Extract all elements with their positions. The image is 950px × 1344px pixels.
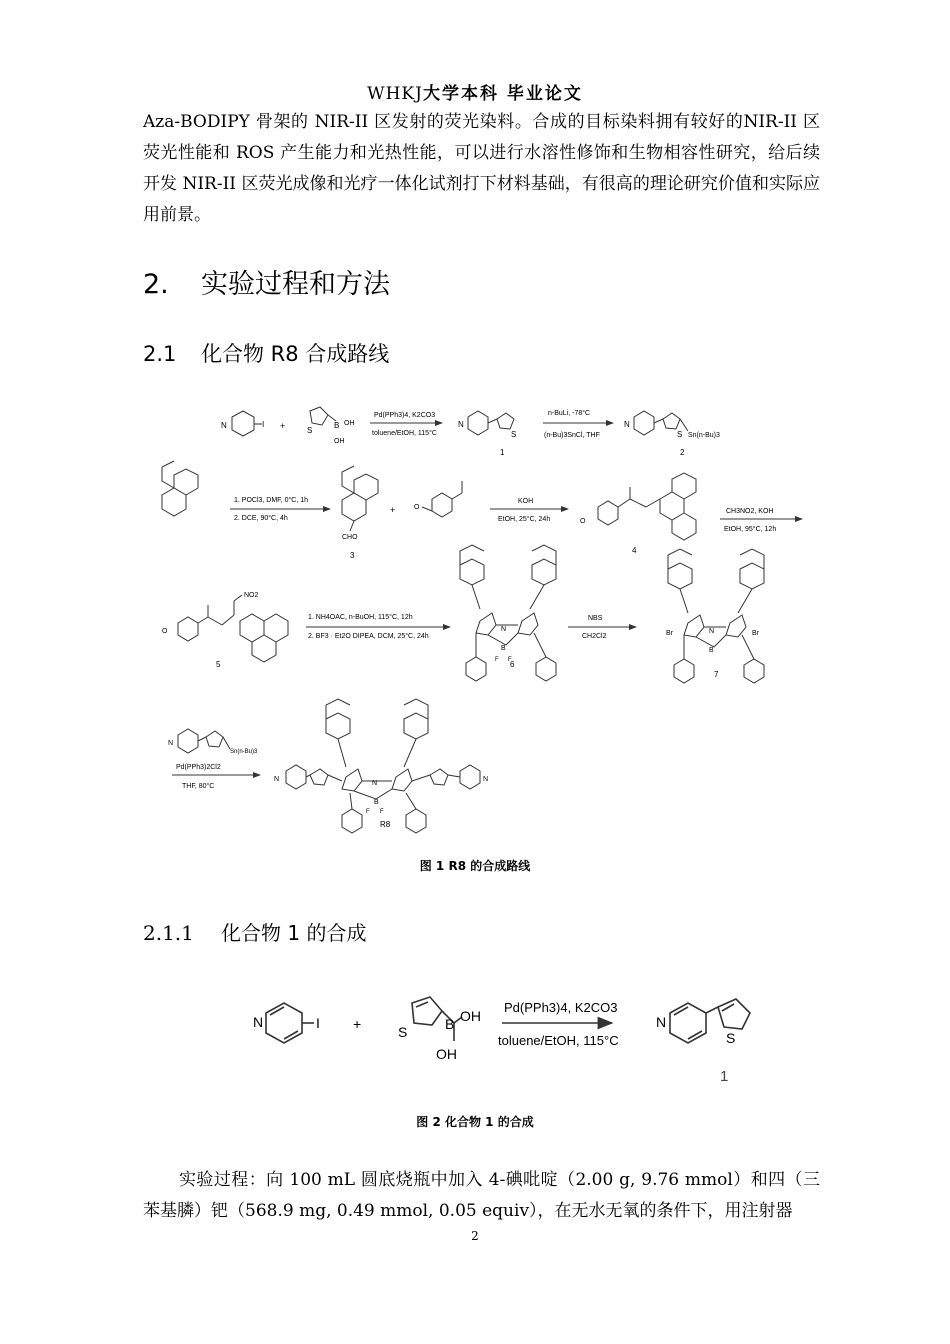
svg-text:EtOH, 25°C, 24h: EtOH, 25°C, 24h (498, 516, 551, 523)
svg-text:2. BF3 · Et2O DIPEA, DCM, 25°C: 2. BF3 · Et2O DIPEA, DCM, 25°C, 24h (308, 633, 429, 640)
svg-text:KOH: KOH (518, 498, 534, 505)
svg-text:N: N (501, 626, 507, 633)
svg-text:N: N (483, 776, 489, 783)
svg-text:4: 4 (632, 546, 637, 555)
page-header (0, 79, 950, 104)
section-2-1-number: 2.1 (143, 342, 177, 366)
svg-text:OH: OH (344, 420, 355, 427)
compound-4-structure (580, 473, 696, 555)
svg-text:Sn(n-Bu)3: Sn(n-Bu)3 (688, 432, 720, 439)
svg-text:OH: OH (460, 1008, 481, 1024)
svg-text:+: + (280, 421, 286, 431)
compound-1-structure-large (656, 999, 750, 1085)
svg-text:EtOH, 95°C, 12h: EtOH, 95°C, 12h (724, 526, 777, 533)
compound-3-structure (342, 466, 378, 560)
svg-text:B: B (334, 421, 340, 430)
compound-2-structure (624, 411, 720, 457)
svg-text:B: B (445, 1016, 455, 1032)
svg-text:n-BuLi, -78°C: n-BuLi, -78°C (548, 410, 591, 417)
figure-1-caption: 图 1 R8 的合成路线 (419, 859, 531, 873)
figure-1-scheme (150, 395, 810, 850)
section-2-heading (143, 262, 390, 301)
svg-text:Pd(PPh3)4, K2CO3: Pd(PPh3)4, K2CO3 (504, 1000, 618, 1015)
4-methoxyacetophenone-structure (414, 481, 462, 517)
section-2-1-title: 化合物 R8 合成路线 (201, 342, 390, 366)
section-2-1-1-heading (143, 917, 366, 946)
svg-text:S: S (307, 426, 313, 435)
page-number: 2 (471, 1229, 479, 1243)
svg-text:N: N (656, 1014, 667, 1030)
svg-text:I: I (316, 1015, 320, 1031)
svg-text:N: N (221, 421, 227, 430)
svg-text:N: N (372, 780, 378, 787)
svg-text:CH2Cl2: CH2Cl2 (582, 633, 607, 640)
svg-text:3: 3 (350, 551, 355, 560)
svg-text:2. DCE, 90°C, 4h: 2. DCE, 90°C, 4h (234, 515, 288, 522)
svg-text:OH: OH (334, 438, 345, 445)
thiophene-boronic-acid-structure-large (398, 997, 481, 1062)
svg-text:S: S (726, 1030, 736, 1046)
svg-text:S: S (398, 1024, 408, 1040)
svg-text:O: O (162, 628, 168, 635)
svg-text:THF, 80°C: THF, 80°C (182, 783, 215, 790)
section-2-title: 实验过程和方法 (201, 269, 390, 300)
svg-text:OH: OH (436, 1046, 457, 1062)
svg-text:toluene/EtOH, 115°C: toluene/EtOH, 115°C (372, 430, 437, 437)
svg-text:1. NH4OAC, n-BuOH, 115°C, 12h: 1. NH4OAC, n-BuOH, 115°C, 12h (308, 614, 413, 621)
thiophene-boronic-acid-structure (307, 407, 355, 445)
svg-text:O: O (580, 518, 586, 525)
section-2-number: 2. (143, 269, 169, 300)
svg-text:2: 2 (680, 448, 685, 457)
section-2-1-heading (143, 338, 389, 368)
svg-text:Br: Br (752, 630, 759, 637)
header-prefix: WHKJ (367, 84, 423, 104)
svg-text:R8: R8 (380, 820, 391, 829)
svg-text:N: N (274, 776, 280, 783)
section-2-1-1-title: 化合物 1 的合成 (221, 921, 367, 945)
section-2-1-1-number: 2.1.1 (143, 921, 194, 945)
experiment-paragraph (143, 1165, 820, 1227)
svg-text:5: 5 (216, 660, 221, 669)
svg-text:CHO: CHO (342, 534, 358, 541)
svg-text:B: B (501, 645, 506, 652)
svg-text:+: + (353, 1016, 362, 1032)
svg-text:(n-Bu)3SnCl, THF: (n-Bu)3SnCl, THF (544, 432, 600, 439)
svg-text:F: F (366, 809, 370, 815)
header-title: 大学本科 毕业论文 (422, 84, 583, 104)
svg-text:S: S (511, 430, 517, 439)
figure-2-scheme (240, 985, 780, 1090)
svg-text:Sn(n-Bu)3: Sn(n-Bu)3 (230, 749, 258, 755)
svg-text:Pd(PPh3)4, K2CO3: Pd(PPh3)4, K2CO3 (374, 412, 436, 419)
intro-text: Aza-BODIPY 骨架的 NIR-II 区发射的荧光染料。合成的目标染料拥有较好的NIR-II 区荧光性能和 ROS 产生能力和光热性能，可以进行水溶性修饰和生物相容性研究，给后续开发 NIR-II 区荧光成像和光疗一体化试剂打下材料基础，有很高的理论研究价值和实际应用前景。 (143, 112, 820, 225)
svg-text:CH3NO2, KOH: CH3NO2, KOH (726, 508, 774, 515)
svg-text:F: F (380, 809, 384, 815)
svg-text:N: N (624, 420, 630, 429)
svg-text:B: B (709, 647, 714, 654)
compound-7-structure (666, 549, 764, 683)
4-iodopyridine-structure (221, 411, 264, 436)
svg-text:N: N (168, 740, 174, 747)
svg-text:Pd(PPh3)2Cl2: Pd(PPh3)2Cl2 (176, 764, 221, 771)
svg-text:1: 1 (500, 448, 505, 457)
svg-text:1: 1 (720, 1068, 729, 1085)
svg-text:6: 6 (510, 660, 515, 669)
svg-text:O: O (414, 504, 420, 511)
4-iodopyridine-structure-large (253, 1003, 320, 1043)
svg-text:NBS: NBS (588, 615, 603, 622)
svg-text:N: N (458, 420, 464, 429)
svg-text:F: F (508, 657, 512, 663)
svg-text:N: N (709, 628, 715, 635)
compound-5-structure (162, 592, 288, 669)
svg-text:B: B (374, 799, 379, 806)
svg-text:1. POCl3, DMF, 0°C, 1h: 1. POCl3, DMF, 0°C, 1h (234, 497, 308, 504)
svg-text:I: I (262, 420, 265, 429)
compound-1-structure (458, 411, 516, 457)
svg-text:Br: Br (666, 630, 673, 637)
reagent-2-structure (168, 729, 258, 755)
intro-paragraph (143, 107, 820, 231)
svg-text:toluene/EtOH, 115°C: toluene/EtOH, 115°C (498, 1033, 619, 1048)
svg-text:F: F (495, 657, 499, 663)
svg-text:N: N (253, 1014, 264, 1030)
svg-text:S: S (677, 430, 683, 439)
julolidine-structure (162, 461, 198, 516)
svg-text:7: 7 (714, 670, 719, 679)
figure-2-caption: 图 2 化合物 1 的合成 (416, 1115, 534, 1129)
compound-r8-structure (274, 699, 488, 833)
svg-text:NO2: NO2 (244, 592, 259, 599)
experiment-text: 实验过程：向 100 mL 圆底烧瓶中加入 4-碘吡啶（2.00 g, 9.76 mmol）和四（三苯基膦）钯（568.9 mg, 0.49 mmol, 0.05 equiv），在无水无氧的条件下，用注射器 (143, 1170, 820, 1221)
svg-text:+: + (390, 505, 396, 515)
compound-6-structure (460, 545, 556, 681)
